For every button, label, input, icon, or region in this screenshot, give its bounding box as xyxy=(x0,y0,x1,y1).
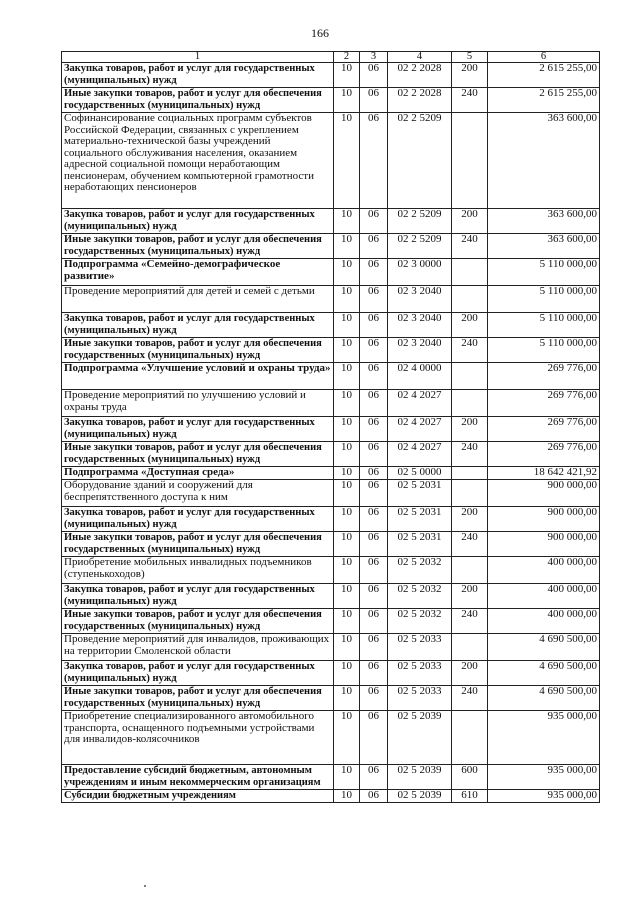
row-name: Закупка товаров, работ и услуг для государственных (муниципальных) нужд xyxy=(62,584,334,609)
row-expense-type: 240 xyxy=(452,442,488,467)
row-target-article: 02 5 2039 xyxy=(388,765,452,790)
row-target-article: 02 3 2040 xyxy=(388,286,452,313)
row-subsection: 06 xyxy=(360,209,388,234)
row-expense-type: 610 xyxy=(452,790,488,803)
table-row xyxy=(62,634,600,661)
row-section: 10 xyxy=(334,234,360,259)
row-section: 10 xyxy=(334,584,360,609)
row-subsection: 06 xyxy=(360,63,388,88)
row-amount: 363 600,00 xyxy=(488,209,600,234)
table-row xyxy=(62,88,600,113)
row-target-article: 02 4 2027 xyxy=(388,390,452,417)
header-col-3: 3 xyxy=(360,52,388,63)
table-row xyxy=(62,313,600,338)
row-section: 10 xyxy=(334,557,360,584)
row-section: 10 xyxy=(334,338,360,363)
row-target-article: 02 2 2028 xyxy=(388,88,452,113)
table-row xyxy=(62,259,600,286)
table-row xyxy=(62,686,600,711)
row-subsection: 06 xyxy=(360,557,388,584)
row-subsection: 06 xyxy=(360,711,388,765)
table-row xyxy=(62,711,600,765)
row-expense-type xyxy=(452,113,488,209)
row-target-article: 02 5 2031 xyxy=(388,480,452,507)
row-subsection: 06 xyxy=(360,532,388,557)
row-expense-type xyxy=(452,480,488,507)
row-expense-type: 200 xyxy=(452,63,488,88)
row-expense-type xyxy=(452,286,488,313)
table-row xyxy=(62,338,600,363)
table-row xyxy=(62,790,600,803)
row-amount: 363 600,00 xyxy=(488,113,600,209)
row-target-article: 02 4 2027 xyxy=(388,417,452,442)
row-subsection: 06 xyxy=(360,338,388,363)
row-expense-type xyxy=(452,557,488,584)
row-subsection: 06 xyxy=(360,417,388,442)
scan-speck xyxy=(144,885,146,887)
row-target-article: 02 5 2031 xyxy=(388,532,452,557)
row-amount: 400 000,00 xyxy=(488,609,600,634)
row-section: 10 xyxy=(334,363,360,390)
row-amount: 269 776,00 xyxy=(488,363,600,390)
row-target-article: 02 5 2032 xyxy=(388,584,452,609)
table-row xyxy=(62,234,600,259)
row-target-article: 02 5 2032 xyxy=(388,557,452,584)
row-section: 10 xyxy=(334,532,360,557)
row-name: Закупка товаров, работ и услуг для государственных (муниципальных) нужд xyxy=(62,63,334,88)
row-expense-type: 240 xyxy=(452,532,488,557)
row-name: Подпрограмма «Улучшение условий и охраны труда» xyxy=(62,363,334,390)
row-subsection: 06 xyxy=(360,467,388,480)
row-expense-type: 200 xyxy=(452,661,488,686)
row-section: 10 xyxy=(334,442,360,467)
row-target-article: 02 2 5209 xyxy=(388,113,452,209)
row-target-article: 02 5 2039 xyxy=(388,790,452,803)
row-amount: 363 600,00 xyxy=(488,234,600,259)
budget-table xyxy=(61,51,600,803)
table-row xyxy=(62,532,600,557)
row-subsection: 06 xyxy=(360,507,388,532)
row-subsection: 06 xyxy=(360,765,388,790)
row-amount: 400 000,00 xyxy=(488,584,600,609)
row-expense-type: 200 xyxy=(452,584,488,609)
row-section: 10 xyxy=(334,286,360,313)
row-expense-type: 240 xyxy=(452,338,488,363)
row-name: Иные закупки товаров, работ и услуг для обеспечения государственных (муниципальных) нужд xyxy=(62,532,334,557)
row-subsection: 06 xyxy=(360,234,388,259)
table-row xyxy=(62,286,600,313)
row-name: Субсидии бюджетным учреждениям xyxy=(62,790,334,803)
row-name: Софинансирование социальных программ субъектов Российской Федерации, связанных с укреплением материально-технической базы учреждений социального обслуживания населения, оказанием адресной социальной помощи неработающим пенсионерам, обучением компьютерной грамотности неработающих пенсионеров xyxy=(62,113,334,209)
table-header-row xyxy=(62,52,600,63)
row-name: Приобретение мобильных инвалидных подъемников (ступенькоходов) xyxy=(62,557,334,584)
row-expense-type: 200 xyxy=(452,209,488,234)
row-name: Иные закупки товаров, работ и услуг для обеспечения государственных (муниципальных) нужд xyxy=(62,234,334,259)
row-name: Закупка товаров, работ и услуг для государственных (муниципальных) нужд xyxy=(62,661,334,686)
row-amount: 900 000,00 xyxy=(488,480,600,507)
row-name: Подпрограмма «Доступная среда» xyxy=(62,467,334,480)
row-name: Иные закупки товаров, работ и услуг для обеспечения государственных (муниципальных) нужд xyxy=(62,88,334,113)
row-section: 10 xyxy=(334,417,360,442)
row-target-article: 02 5 2033 xyxy=(388,634,452,661)
row-expense-type: 240 xyxy=(452,609,488,634)
row-expense-type xyxy=(452,259,488,286)
row-amount: 900 000,00 xyxy=(488,507,600,532)
row-section: 10 xyxy=(334,313,360,338)
row-section: 10 xyxy=(334,113,360,209)
row-section: 10 xyxy=(334,88,360,113)
row-section: 10 xyxy=(334,390,360,417)
table-row xyxy=(62,557,600,584)
row-section: 10 xyxy=(334,790,360,803)
row-amount: 269 776,00 xyxy=(488,390,600,417)
row-subsection: 06 xyxy=(360,686,388,711)
row-subsection: 06 xyxy=(360,609,388,634)
row-name: Предоставление субсидий бюджетным, автономным учреждениям и иным некоммерческим организациям xyxy=(62,765,334,790)
row-target-article: 02 5 2033 xyxy=(388,661,452,686)
row-target-article: 02 3 0000 xyxy=(388,259,452,286)
row-amount: 935 000,00 xyxy=(488,790,600,803)
row-section: 10 xyxy=(334,63,360,88)
header-col-2: 2 xyxy=(334,52,360,63)
row-target-article: 02 5 2033 xyxy=(388,686,452,711)
row-target-article: 02 4 0000 xyxy=(388,363,452,390)
row-target-article: 02 3 2040 xyxy=(388,338,452,363)
row-expense-type: 200 xyxy=(452,507,488,532)
table-row xyxy=(62,480,600,507)
table-body xyxy=(62,63,600,803)
row-amount: 4 690 500,00 xyxy=(488,661,600,686)
row-name: Закупка товаров, работ и услуг для государственных (муниципальных) нужд xyxy=(62,313,334,338)
row-amount: 2 615 255,00 xyxy=(488,63,600,88)
row-name: Иные закупки товаров, работ и услуг для обеспечения государственных (муниципальных) нужд xyxy=(62,442,334,467)
row-expense-type xyxy=(452,634,488,661)
row-section: 10 xyxy=(334,711,360,765)
table-row xyxy=(62,390,600,417)
table-row xyxy=(62,584,600,609)
row-subsection: 06 xyxy=(360,88,388,113)
row-name: Закупка товаров, работ и услуг для государственных (муниципальных) нужд xyxy=(62,209,334,234)
row-expense-type xyxy=(452,363,488,390)
table-row xyxy=(62,507,600,532)
row-target-article: 02 5 2031 xyxy=(388,507,452,532)
header-col-6: 6 xyxy=(488,52,600,63)
row-section: 10 xyxy=(334,209,360,234)
row-target-article: 02 5 0000 xyxy=(388,467,452,480)
row-name: Проведение мероприятий для инвалидов, проживающих на территории Смоленской области xyxy=(62,634,334,661)
header-col-5: 5 xyxy=(452,52,488,63)
row-target-article: 02 5 2032 xyxy=(388,609,452,634)
row-section: 10 xyxy=(334,609,360,634)
row-expense-type: 200 xyxy=(452,417,488,442)
row-section: 10 xyxy=(334,507,360,532)
row-section: 10 xyxy=(334,480,360,507)
row-expense-type xyxy=(452,390,488,417)
row-amount: 4 690 500,00 xyxy=(488,634,600,661)
page-number: 166 xyxy=(311,26,329,40)
table-row xyxy=(62,417,600,442)
row-subsection: 06 xyxy=(360,390,388,417)
row-subsection: 06 xyxy=(360,313,388,338)
row-name: Закупка товаров, работ и услуг для государственных (муниципальных) нужд xyxy=(62,417,334,442)
row-amount: 5 110 000,00 xyxy=(488,313,600,338)
row-section: 10 xyxy=(334,765,360,790)
row-section: 10 xyxy=(334,661,360,686)
row-section: 10 xyxy=(334,259,360,286)
row-subsection: 06 xyxy=(360,790,388,803)
row-target-article: 02 2 5209 xyxy=(388,234,452,259)
row-amount: 5 110 000,00 xyxy=(488,286,600,313)
row-name: Проведение мероприятий для детей и семей с детьми xyxy=(62,286,334,313)
row-name: Иные закупки товаров, работ и услуг для обеспечения государственных (муниципальных) нужд xyxy=(62,609,334,634)
row-amount: 18 642 421,92 xyxy=(488,467,600,480)
row-name: Проведение мероприятий по улучшению условий и охраны труда xyxy=(62,390,334,417)
row-name: Иные закупки товаров, работ и услуг для обеспечения государственных (муниципальных) нужд xyxy=(62,686,334,711)
table-row xyxy=(62,467,600,480)
row-subsection: 06 xyxy=(360,442,388,467)
row-expense-type: 600 xyxy=(452,765,488,790)
row-amount: 5 110 000,00 xyxy=(488,259,600,286)
row-expense-type: 240 xyxy=(452,88,488,113)
row-subsection: 06 xyxy=(360,480,388,507)
row-subsection: 06 xyxy=(360,634,388,661)
row-subsection: 06 xyxy=(360,661,388,686)
row-target-article: 02 5 2039 xyxy=(388,711,452,765)
table-row xyxy=(62,765,600,790)
row-amount: 5 110 000,00 xyxy=(488,338,600,363)
row-amount: 935 000,00 xyxy=(488,711,600,765)
header-col-4: 4 xyxy=(388,52,452,63)
row-section: 10 xyxy=(334,686,360,711)
row-subsection: 06 xyxy=(360,363,388,390)
row-expense-type xyxy=(452,711,488,765)
row-subsection: 06 xyxy=(360,584,388,609)
row-subsection: 06 xyxy=(360,259,388,286)
row-section: 10 xyxy=(334,634,360,661)
row-amount: 900 000,00 xyxy=(488,532,600,557)
row-target-article: 02 2 5209 xyxy=(388,209,452,234)
row-amount: 2 615 255,00 xyxy=(488,88,600,113)
header-col-1: 1 xyxy=(62,52,334,63)
row-name: Подпрограмма «Семейно-демографическое развитие» xyxy=(62,259,334,286)
row-amount: 269 776,00 xyxy=(488,417,600,442)
row-name: Закупка товаров, работ и услуг для государственных (муниципальных) нужд xyxy=(62,507,334,532)
table-row xyxy=(62,442,600,467)
row-amount: 935 000,00 xyxy=(488,765,600,790)
row-amount: 400 000,00 xyxy=(488,557,600,584)
table-row xyxy=(62,661,600,686)
row-amount: 269 776,00 xyxy=(488,442,600,467)
row-expense-type: 240 xyxy=(452,686,488,711)
row-name: Иные закупки товаров, работ и услуг для обеспечения государственных (муниципальных) нужд xyxy=(62,338,334,363)
row-subsection: 06 xyxy=(360,113,388,209)
row-target-article: 02 2 2028 xyxy=(388,63,452,88)
row-target-article: 02 4 2027 xyxy=(388,442,452,467)
row-expense-type: 200 xyxy=(452,313,488,338)
table-row xyxy=(62,363,600,390)
table-row xyxy=(62,63,600,88)
row-expense-type xyxy=(452,467,488,480)
table-row xyxy=(62,209,600,234)
row-expense-type: 240 xyxy=(452,234,488,259)
row-target-article: 02 3 2040 xyxy=(388,313,452,338)
row-section: 10 xyxy=(334,467,360,480)
row-amount: 4 690 500,00 xyxy=(488,686,600,711)
row-name: Оборудование зданий и сооружений для беспрепятственного доступа к ним xyxy=(62,480,334,507)
row-subsection: 06 xyxy=(360,286,388,313)
row-name: Приобретение специализированного автомобильного транспорта, оснащенного подъемными устройствами для инвалидов-колясочников xyxy=(62,711,334,765)
table-row xyxy=(62,609,600,634)
table-row xyxy=(62,113,600,209)
